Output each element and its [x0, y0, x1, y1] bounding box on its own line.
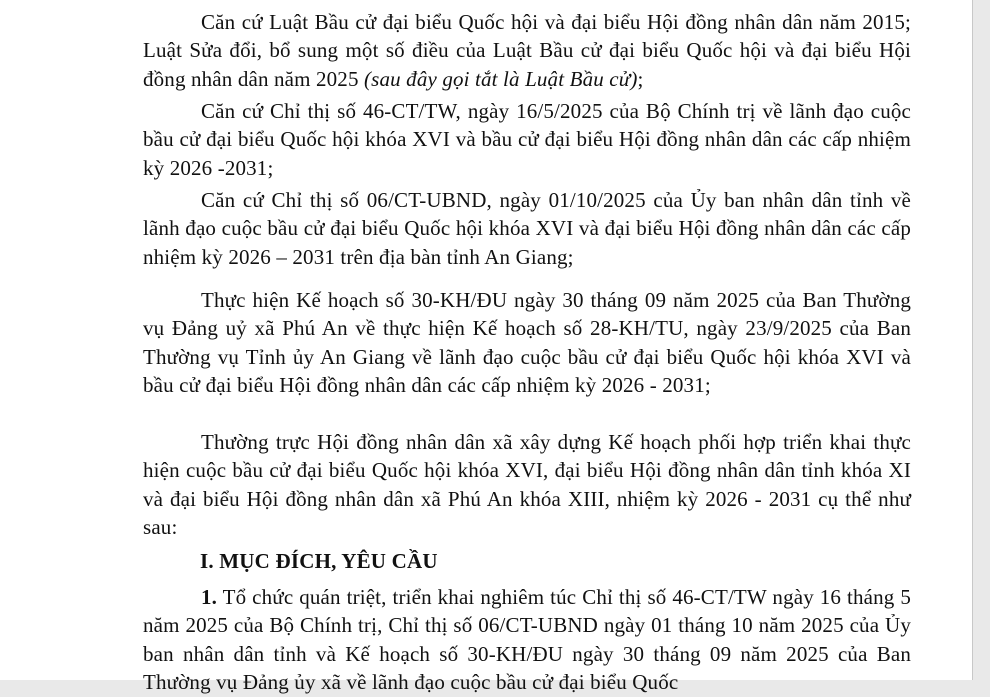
paragraph-italic-note: (sau đây gọi tắt là Luật Bầu cử) [364, 66, 638, 91]
item-1-text: Tổ chức quán triệt, triển khai nghiêm túc Chỉ thị số 46-CT/TW ngày 16 tháng 5 năm 2025 của Bộ Chính trị, Chỉ thị số 06/CT-UBND ngày 01 tháng 10 năm 2025 của Ủy ban nhân dân tỉnh và Kế hoạch số 30-KH/ĐU ngày 30 tháng 09 năm 2025 của Ban Thường vụ Đảng ủy xã về lãnh đạo cuộc bầu cử đại biểu Quốc [143, 585, 911, 695]
paragraph-text: Căn cứ Luật Bầu cử đại biểu Quốc hội và đại biểu Hội đồng nhân dân năm 2015; Luật Sửa đổi, bổ sung một số điều của Luật Bầu cử đại biểu Quốc hội và đại biểu Hội đồng nhân dân năm 2025 [143, 10, 911, 91]
paragraph-directive-46: Căn cứ Chỉ thị số 46-CT/TW, ngày 16/5/2025 của Bộ Chính trị về lãnh đạo cuộc bầu cử đại biểu Quốc hội khóa XVI và bầu cử đại biểu Hội đồng nhân dân các cấp nhiệm kỳ 2026 -2031; [143, 99, 911, 180]
item-1-number: 1. [201, 585, 218, 609]
item-1 [143, 583, 911, 697]
paragraph-plan-30: Thực hiện Kế hoạch số 30-KH/ĐU ngày 30 tháng 09 năm 2025 của Ban Thường vụ Đảng uỷ xã Phú An về thực hiện Kế hoạch số 28-KH/TU, ngày 23/9/2025 của Ban Thường vụ Tỉnh ủy An Giang về lãnh đạo cuộc bầu cử đại biểu Quốc hội khóa XVI và bầu cử đại biểu Hội đồng nhân dân các cấp nhiệm kỳ 2026 - 2031; [143, 288, 911, 398]
section-heading: I. MỤC ĐÍCH, YÊU CẦU [200, 549, 438, 573]
paragraph-directive-06: Căn cứ Chỉ thị số 06/CT-UBND, ngày 01/10/2025 của Ủy ban nhân dân tỉnh về lãnh đạo cuộc bầu cử đại biểu Quốc hội khóa XVI và đại biểu Hội đồng nhân dân các cấp nhiệm kỳ 2026 – 2031 trên địa bàn tỉnh An Giang; [143, 188, 911, 269]
paragraph-legal-basis-election-law [143, 8, 911, 93]
paragraph-standing-committee: Thường trực Hội đồng nhân dân xã xây dựng Kế hoạch phối hợp triển khai thực hiện cuộc bầu cử đại biểu Quốc hội khóa XVI, đại biểu Hội đồng nhân dân tỉnh khóa XI và đại biểu Hội đồng nhân dân xã Phú An khóa XIII, nhiệm kỳ 2026 - 2031 cụ thể như sau: [143, 430, 911, 540]
paragraph-tail: ; [637, 66, 644, 91]
